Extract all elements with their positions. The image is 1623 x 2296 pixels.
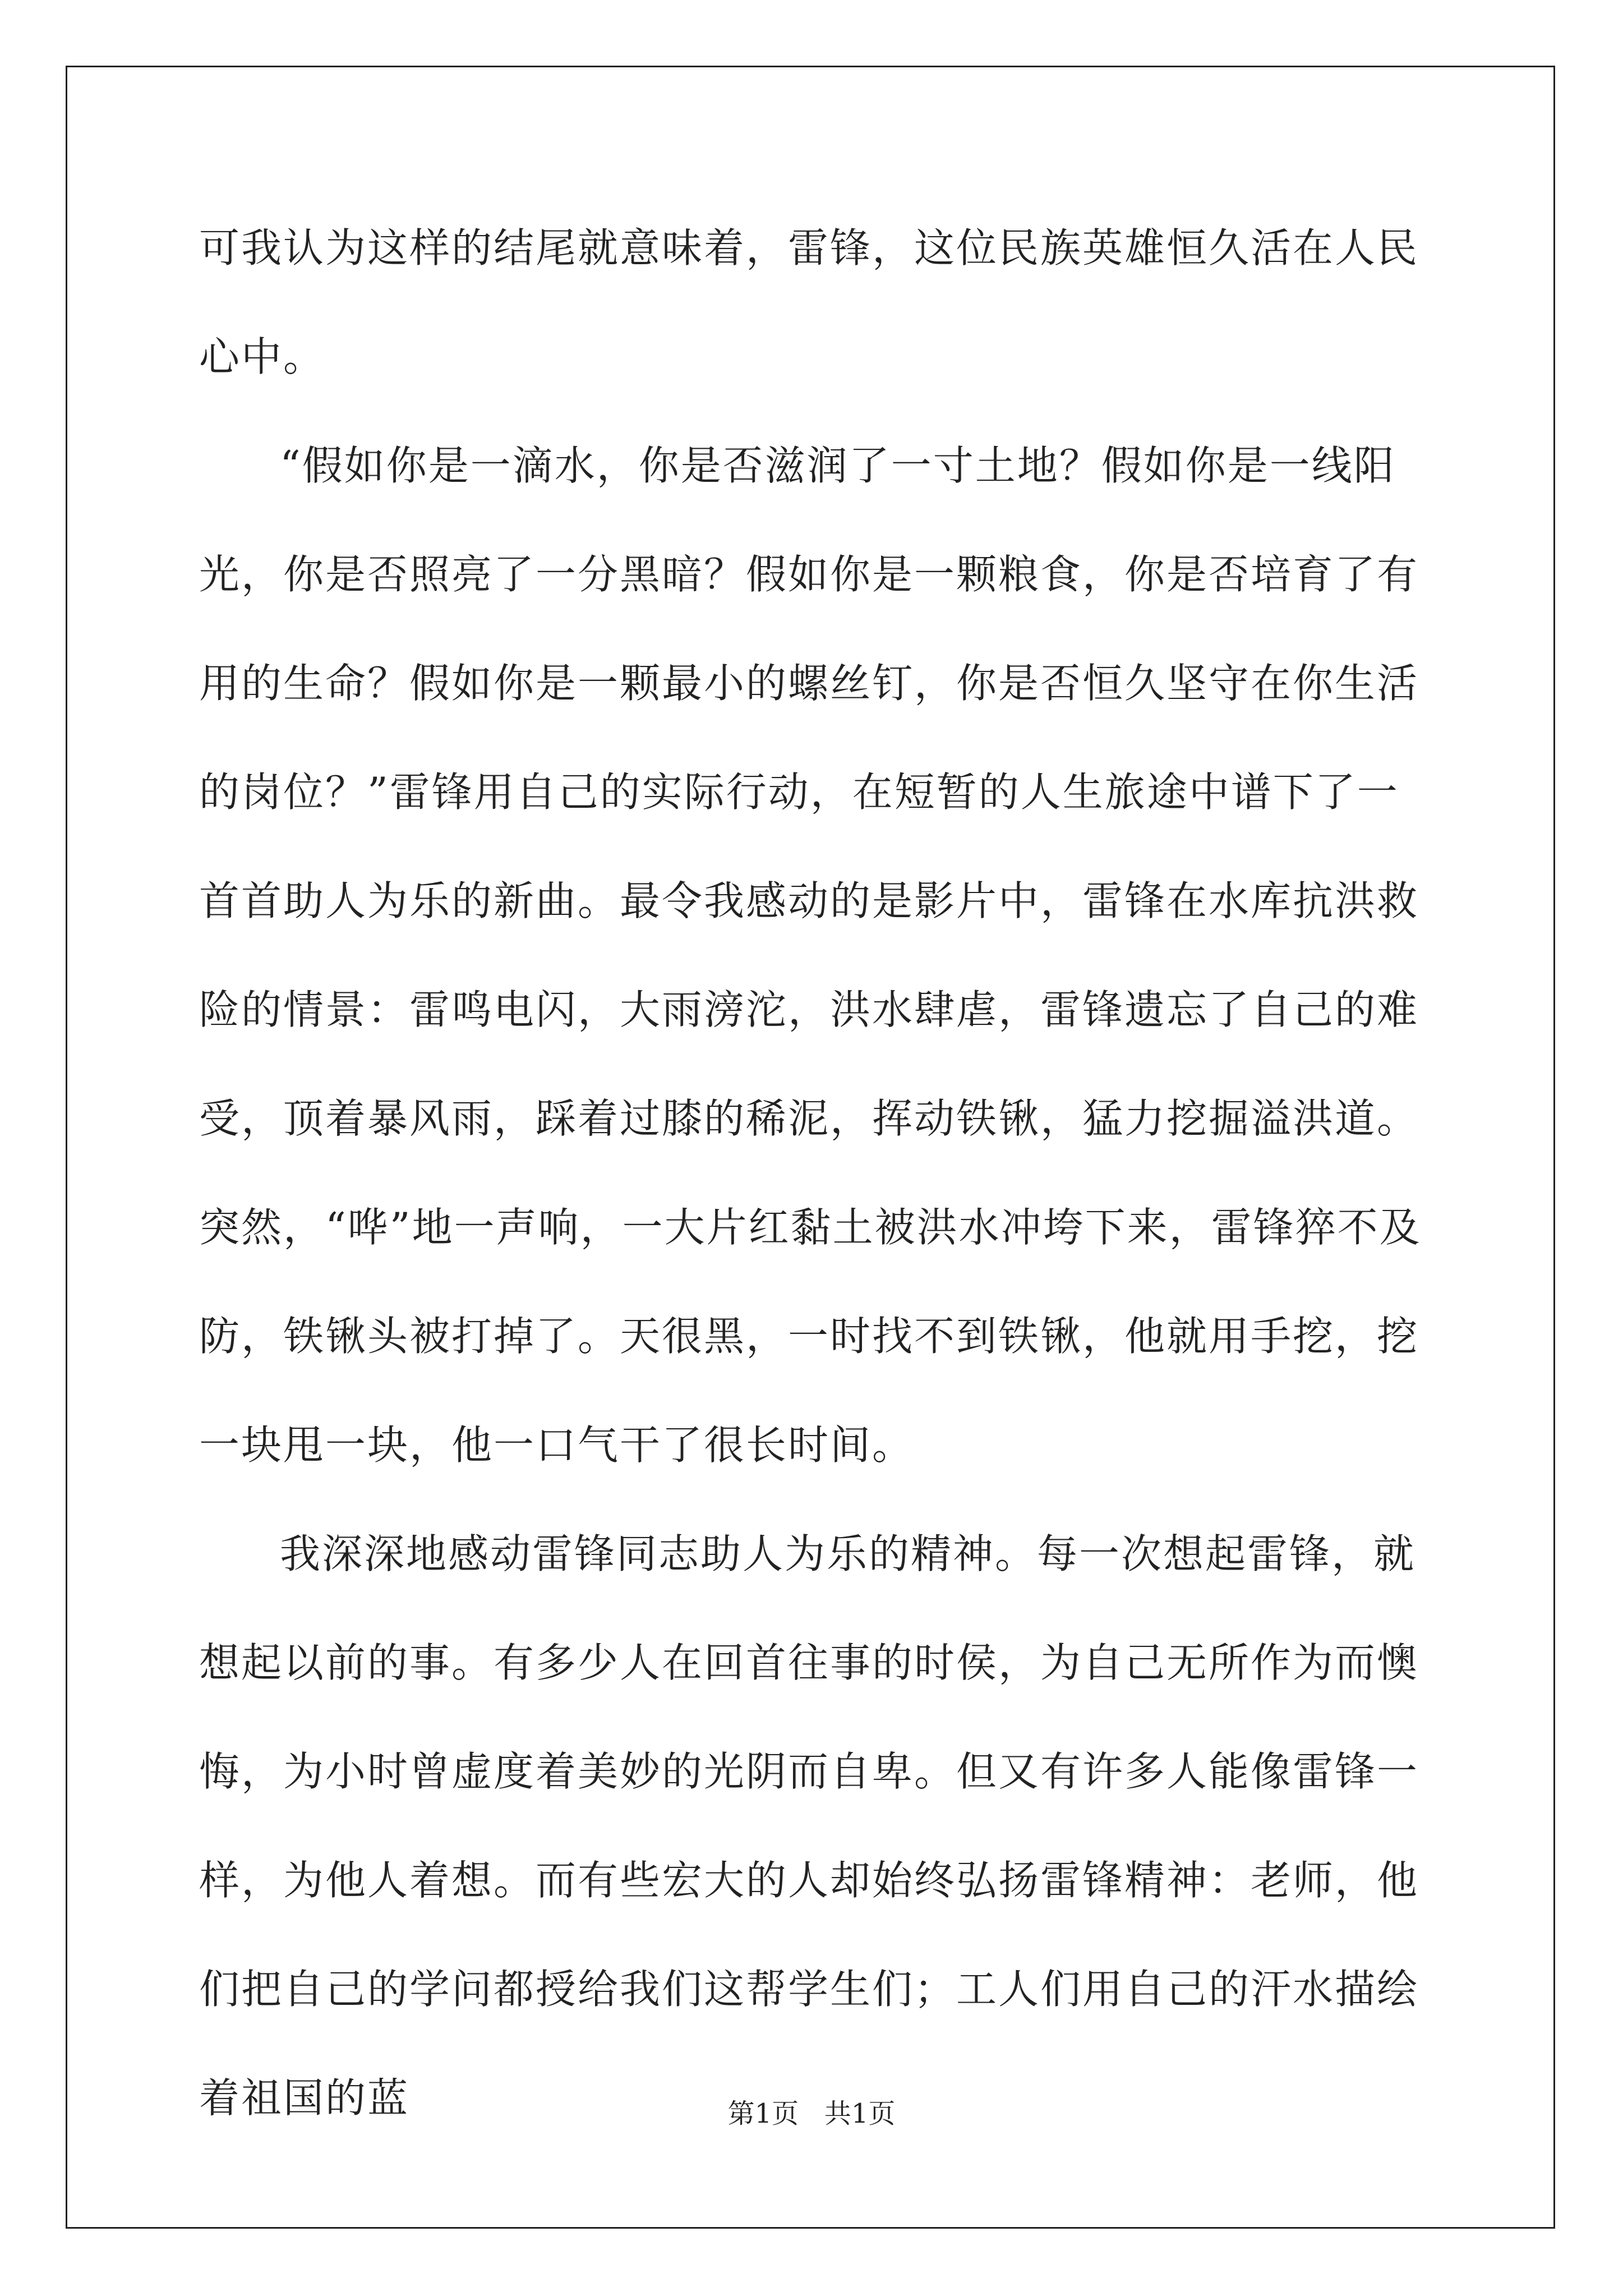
page-number-footer: 第1页 共1页 — [727, 2098, 896, 2129]
paragraph-continuation: 可我认为这样的结尾就意味着，雷锋，这位民族英雄恒久活在人民心中。 — [199, 224, 1419, 380]
paragraph-reflection: 我深深地感动雷锋同志助人为乐的精神。每一次想起雷锋，就想起以前的事。有多少人在回首往事的时侯，为自己无所作为而懊悔，为小时曾虚度着美妙的光阴而自卑。但又有许多人能像雷锋一样，为他人着想。而有些宏大的人却始终弘扬雷锋精神：老师，他们把自己的学问都授给我们这帮学生们；工人们用自己的汗水描绘着祖国的蓝 — [199, 1530, 1419, 2122]
document-body — [199, 194, 1433, 2152]
paragraph-quote: “假如你是一滴水，你是否滋润了一寸土地？假如你是一线阳光，你是否照亮了一分黑暗？假如你是一颗粮食，你是否培育了有用的生命？假如你是一颗最小的螺丝钉，你是否恒久坚守在你生活的岗位？”雷锋用自己的实际行动，在短暂的人生旅途中谱下了一首首助人为乐的新曲。最令我感动的是影片中，雷锋在水库抗洪救险的情景：雷鸣电闪，大雨滂沱，洪水肆虐，雷锋遗忘了自己的难受，顶着暴风雨，踩着过膝的稀泥，挥动铁锹，猛力挖掘溢洪道。突然，“哗”地一声响，一大片红黏土被洪水冲垮下来，雷锋猝不及防，铁锹头被打掉了。天很黑，一时找不到铁锹，他就用手挖，挖一块甩一块，他一口气干了很长时间。 — [199, 442, 1422, 1469]
